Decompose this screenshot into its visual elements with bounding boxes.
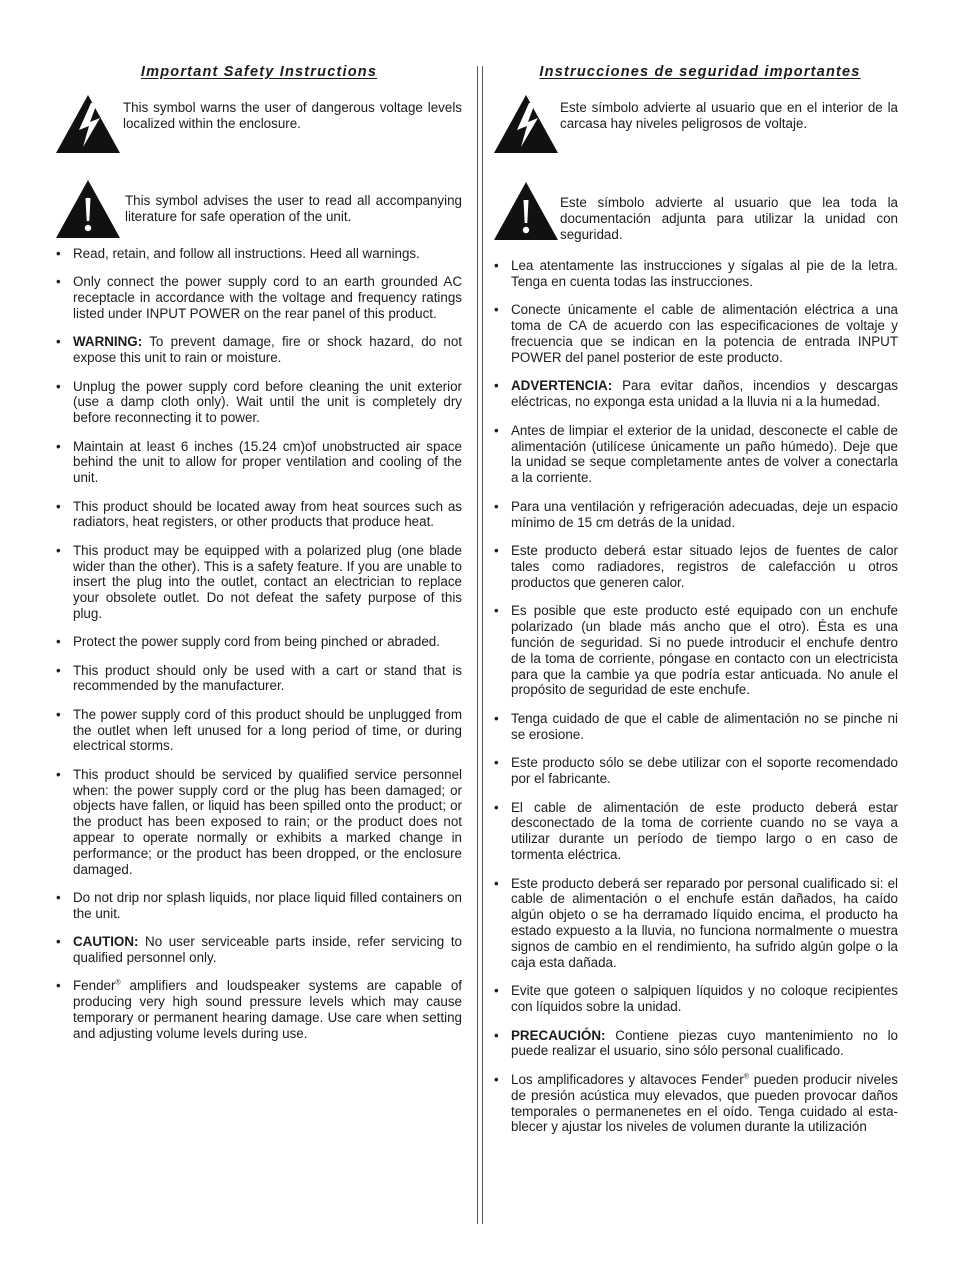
bullet: • [494, 422, 499, 438]
bullet: • [494, 498, 499, 514]
list-item-warning: • WARNING: To prevent damage, fire or shock hazard, do not expose this unit to rain or moisture. [56, 334, 462, 366]
bullet: • [56, 498, 61, 514]
voltage-warning-text-es: Este símbolo advierte al usuario que en el interior de la carcasa hay niveles peligrosos de voltaje. [560, 100, 898, 131]
bullet: • [494, 1027, 499, 1043]
list-item: • Do not drip nor splash liquids, nor place liquid filled containers on the unit. [56, 890, 462, 921]
bullet: • [494, 755, 499, 771]
exclamation-icon [56, 180, 120, 240]
list-item: • This product should only be used with a cart or stand that is recommended by the manufacturer. [56, 662, 462, 694]
bullet: • [56, 890, 61, 906]
list-item-hearing: • Los amplificadores y altavoces Fender® pueden producir niveles de presión acústica muy elevados, que pueden provocar daños temporales o permanenetes en el oído. Tenga cuidado al esta-blecer y ajustar los niveles de volumen durante la utilización [494, 1072, 899, 1135]
bullet: • [56, 246, 61, 261]
column-divider [477, 66, 483, 1224]
list-item: • Este producto deberá estar situado lejos de fuentes de calor tales como radiadores, registros de calefacción u otros productos que generen calor. [494, 543, 898, 590]
bullet: • [494, 603, 499, 619]
bullet: • [56, 662, 61, 678]
list-item: • Es posible que este producto esté equipado con un enchufe polarizado (un blade más ancho que el otro). Ésta es una función de seguridad. Si no puede introducir el enchufe dentro de la toma de corriente, póngase en contacto con un electricista para que la cambie ya que podría estar anticuada. No anule el propósito de seguridad de este enchufe. [494, 603, 898, 698]
registered-mark: ® [743, 1073, 749, 1081]
bullet: • [494, 1072, 499, 1088]
list-item: • Antes de limpiar el exterior de la unidad, desconecte el cable de alimentación (utilícese únicamente un paño húmedo). Deje que la unidad se seque completamente antes de volver a conectarla a la corriente. [494, 422, 898, 486]
lightning-bolt-icon [494, 95, 558, 155]
list-item: • Para una ventilación y refrigeración adecuadas, deje un espacio mínimo de 15 cm detrás de la unidad. [494, 498, 898, 530]
list-item: • Unplug the power supply cord before cleaning the unit exterior (use a damp cloth only). Wait until the unit is completely dry before reconnecting it to power. [56, 378, 462, 426]
list-item-caution: • PRECAUCIÓN: Contiene piezas cuyo mantenimiento no lo puede realizar el usuario, sino sólo personal cualificado. [494, 1027, 898, 1059]
exclamation-icon [494, 182, 558, 242]
read-literature-text-es: Este símbolo advierte al usuario que lea toda la documentación adjunta para utilizar la unidad con seguridad. [560, 195, 898, 242]
list-item: • Protect the power supply cord from being pinched or abraded. [56, 634, 440, 650]
bullet: • [56, 378, 61, 394]
list-item: • Maintain at least 6 inches (15.24 cm)of unobstructed air space behind the unit to allow for proper ventilation and cooling of the unit. [56, 438, 462, 486]
bullet: • [56, 634, 61, 650]
read-literature-text: This symbol advises the user to read all accompanying literature for safe operation of the unit. [125, 193, 462, 224]
list-item: • This product should be serviced by qualified service personnel when: the power supply cord or the plug has been damaged; or objects have fallen, or liquid has been spilled onto the product; or the product has been exposed to rain; or the product does not appear to operate normally or exhibits a marked change in performance; or the product has been dropped, or the enclosure damaged. [56, 766, 462, 877]
spanish-title: Instrucciones de seguridad importantes [539, 64, 861, 80]
spanish-column [494, 62, 898, 1148]
list-item: • Only connect the power supply cord to an earth grounded AC receptacle in accordance with the voltage and frequency ratings listed under INPUT POWER on the rear panel of this product. [56, 274, 462, 321]
bullet: • [56, 334, 61, 350]
list-item: • Read, retain, and follow all instructions. Heed all warnings. [56, 246, 420, 261]
bullet: • [494, 875, 499, 891]
list-item: • This product may be equipped with a polarized plug (one blade wider than the other). This is a safety feature. If you are unable to insert the plug into the outlet, contact an electrician to replace your obsolete outlet. Do not defeat the safety purpose of this plug. [56, 542, 462, 621]
list-item: • El cable de alimentación de este producto deberá estar desconectado de la toma de corriente cuando no se vaya a utilizar durante un período de tiempo largo o en caso de tormenta eléctrica. [494, 799, 898, 863]
bullet: • [56, 542, 61, 558]
english-instructions-list [56, 246, 462, 1042]
bullet: • [494, 378, 499, 394]
read-literature-block [56, 180, 462, 242]
registered-mark: ® [115, 979, 121, 987]
bullet: • [494, 258, 499, 273]
list-item: • Este producto deberá ser reparado por personal cualificado si: el cable de alimentación o el enchufe están dañados, ha caído algún objeto o se ha derramado líquido encima, el producto ha estado expuesto a la lluvia, no funciona normalmente o muestra signos de cambio en el rendimiento, ha sufrido algún golpe o la caja esta dañada. [494, 875, 898, 970]
read-literature-block-es [494, 180, 898, 248]
list-item-hearing: • Fender® amplifiers and loudspeaker systems are capable of producing very high sound pressure levels which may cause temporary or permanent hearing damage. Use care when setting and adjusting volume levels during use. [56, 978, 462, 1041]
bullet: • [494, 799, 499, 815]
list-item-warning: • ADVERTENCIA: Para evitar daños, incendios y descargas eléctricas, no exponga esta unidad a la lluvia ni a la humedad. [494, 378, 898, 410]
list-item: • This product should be located away from heat sources such as radiators, heat registers, or other products that produce heat. [56, 498, 462, 530]
spanish-instructions-list [494, 258, 898, 1135]
bullet: • [56, 438, 61, 454]
bullet: • [494, 302, 499, 318]
english-column [56, 62, 462, 1054]
list-item: • The power supply cord of this product should be unplugged from the outlet when left unused for a long period of time, or during electrical storms. [56, 706, 462, 754]
bullet: • [494, 710, 499, 726]
lightning-bolt-icon [56, 95, 120, 155]
list-item: • Evite que goteen o salpiquen líquidos y no coloque recipientes con líquidos sobre la unidad. [494, 983, 898, 1015]
english-title: Important Safety Instructions [140, 64, 378, 80]
bullet: • [56, 274, 61, 290]
voltage-warning-block-es [494, 95, 898, 157]
bullet: • [56, 766, 61, 782]
list-item-caution: • CAUTION: No user serviceable parts inside, refer servicing to qualified personnel only. [56, 934, 462, 966]
voltage-warning-block [56, 95, 462, 157]
list-item: • Este producto sólo se debe utilizar con el soporte recomendado por el fabricante. [494, 755, 898, 787]
list-item: • Lea atentamente las instrucciones y sígalas al pie de la letra. Tenga en cuenta todas las instrucciones. [494, 258, 898, 289]
bullet: • [56, 934, 61, 950]
bullet: • [56, 706, 61, 722]
list-item: • Tenga cuidado de que el cable de alimentación no se pinche ni se erosione. [494, 710, 898, 742]
voltage-warning-text: This symbol warns the user of dangerous voltage levels localized within the enclosure. [123, 100, 462, 131]
bullet: • [494, 543, 499, 559]
bullet: • [494, 983, 499, 999]
list-item: • Conecte únicamente el cable de alimentación eléctrica a una toma de CA de acuerdo con las especificaciones de voltaje y frecuencia que se indican en la potencia de entrada INPUT POWER del panel posterior de este producto. [494, 302, 898, 365]
bullet: • [56, 978, 61, 994]
